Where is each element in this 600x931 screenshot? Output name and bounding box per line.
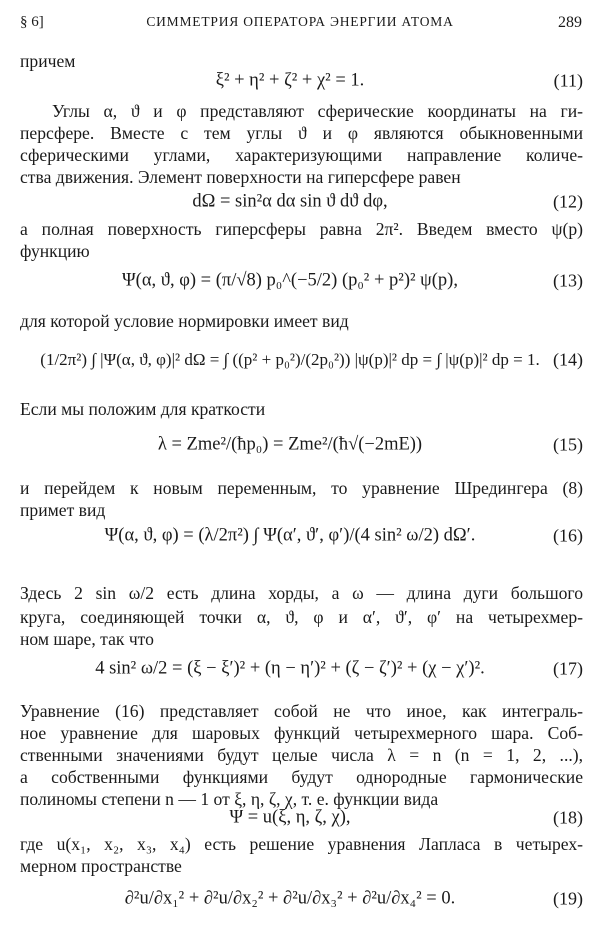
text-line: Если мы положим для краткости xyxy=(20,399,266,419)
text-line: Уравнение (16) представляет собой не что иное, как интеграль- xyxy=(20,701,583,721)
equation-number: (17) xyxy=(553,658,583,679)
equation-body: Ψ(α, ϑ, φ) = (π/√8) p₀^(−5/2) (p₀² + p²)² ψ(p), xyxy=(122,270,458,291)
equation-13 xyxy=(20,255,583,307)
text-line: Углы α, ϑ и φ представляют сферические координаты на ги- xyxy=(52,101,583,121)
text-line: ства движения. Элемент поверхности на гиперсфере равен xyxy=(20,167,461,187)
equation-body: Ψ = u(ξ, η, ζ, χ), xyxy=(229,807,351,828)
equation-body: ∂²u/∂x₁² + ∂²u/∂x₂² + ∂²u/∂x₃² + ∂²u/∂x₄² = 0. xyxy=(124,888,456,909)
equation-number: (14) xyxy=(553,349,583,370)
equation-16 xyxy=(20,507,583,565)
equation-number: (11) xyxy=(553,70,583,91)
text-line: мерном пространстве xyxy=(20,856,182,876)
equation-14 xyxy=(20,332,583,388)
equation-number: (15) xyxy=(553,434,583,455)
text-line: Здесь 2 sin ω/2 есть длина хорды, а ω — длина дуги большого xyxy=(20,583,583,603)
equation-body: dΩ = sin²α dα sin ϑ dϑ dφ, xyxy=(192,191,388,212)
equation-number: (12) xyxy=(553,191,583,212)
equation-number: (13) xyxy=(553,270,583,291)
text-line: полиномы степени n — 1 от ξ, η, ζ, χ, т. е. функции вида xyxy=(20,789,439,809)
page-number: 289 xyxy=(558,14,582,31)
equation-number: (19) xyxy=(553,888,583,909)
text-line: ственными значениями будут целые числа λ = n (n = 1, 2, ...), xyxy=(20,745,583,765)
equation-number: (16) xyxy=(553,525,583,546)
equation-body: Ψ(α, ϑ, φ) = (λ/2π²) ∫ Ψ(α′, ϑ′, φ′)/(4 sin² ω/2) dΩ′. xyxy=(104,525,476,546)
equation-number: (18) xyxy=(553,807,583,828)
running-title: СИММЕТРИЯ ОПЕРАТОРА ЭНЕРГИИ АТОМА xyxy=(146,14,454,29)
section-marker: § 6] xyxy=(20,14,44,30)
text-line: ное уравнение для шаровых функций четырехмерного шара. Соб- xyxy=(20,723,583,743)
text-line: персфере. Вместе с тем углы ϑ и φ являются обыкновенными xyxy=(20,123,583,143)
equation-17 xyxy=(20,644,583,694)
text-line: для которой условие нормировки имеет вид xyxy=(20,311,349,331)
text-line: а собственными функциями будут однородные гармонические xyxy=(20,767,583,787)
text-line: причем xyxy=(20,51,76,71)
text-line: примет вид xyxy=(20,500,106,520)
equation-body: (1/2π²) ∫ |Ψ(α, ϑ, φ)|² dΩ = ∫ ((p² + p₀²)/(2p₀²)) |ψ(p)|² dp = ∫ |ψ(p)|² dp = 1. xyxy=(40,350,540,369)
equation-11 xyxy=(20,58,583,104)
equation-body: ξ² + η² + ζ² + χ² = 1. xyxy=(215,70,365,91)
equation-body: λ = Zme²/(ħp₀) = Zme²/(ħ√(−2mE)) xyxy=(157,434,423,455)
text-line: а полная поверхность гиперсферы равна 2π². Введем вместо ψ(p) xyxy=(20,219,583,239)
equation-19 xyxy=(20,874,583,924)
equation-body: 4 sin² ω/2 = (ξ − ξ′)² + (η − η′)² + (ζ − ζ′)² + (χ − χ′)². xyxy=(95,658,485,679)
text-line: функцию xyxy=(20,241,90,261)
text-line: и перейдем к новым переменным, то уравнение Шредингера (8) xyxy=(20,478,583,498)
text-line: круга, соединяющей точки α, ϑ, φ и α′, ϑ′, φ′ на четырехмер- xyxy=(20,607,583,627)
text-line: сферическими углами, характеризующими направление количе- xyxy=(20,145,583,165)
equation-15 xyxy=(20,418,583,472)
text-line: где u(x₁, x₂, x₃, x₄) есть решение уравнения Лапласа в четырех- xyxy=(20,834,583,854)
text-line: ном шаре, так что xyxy=(20,629,154,649)
